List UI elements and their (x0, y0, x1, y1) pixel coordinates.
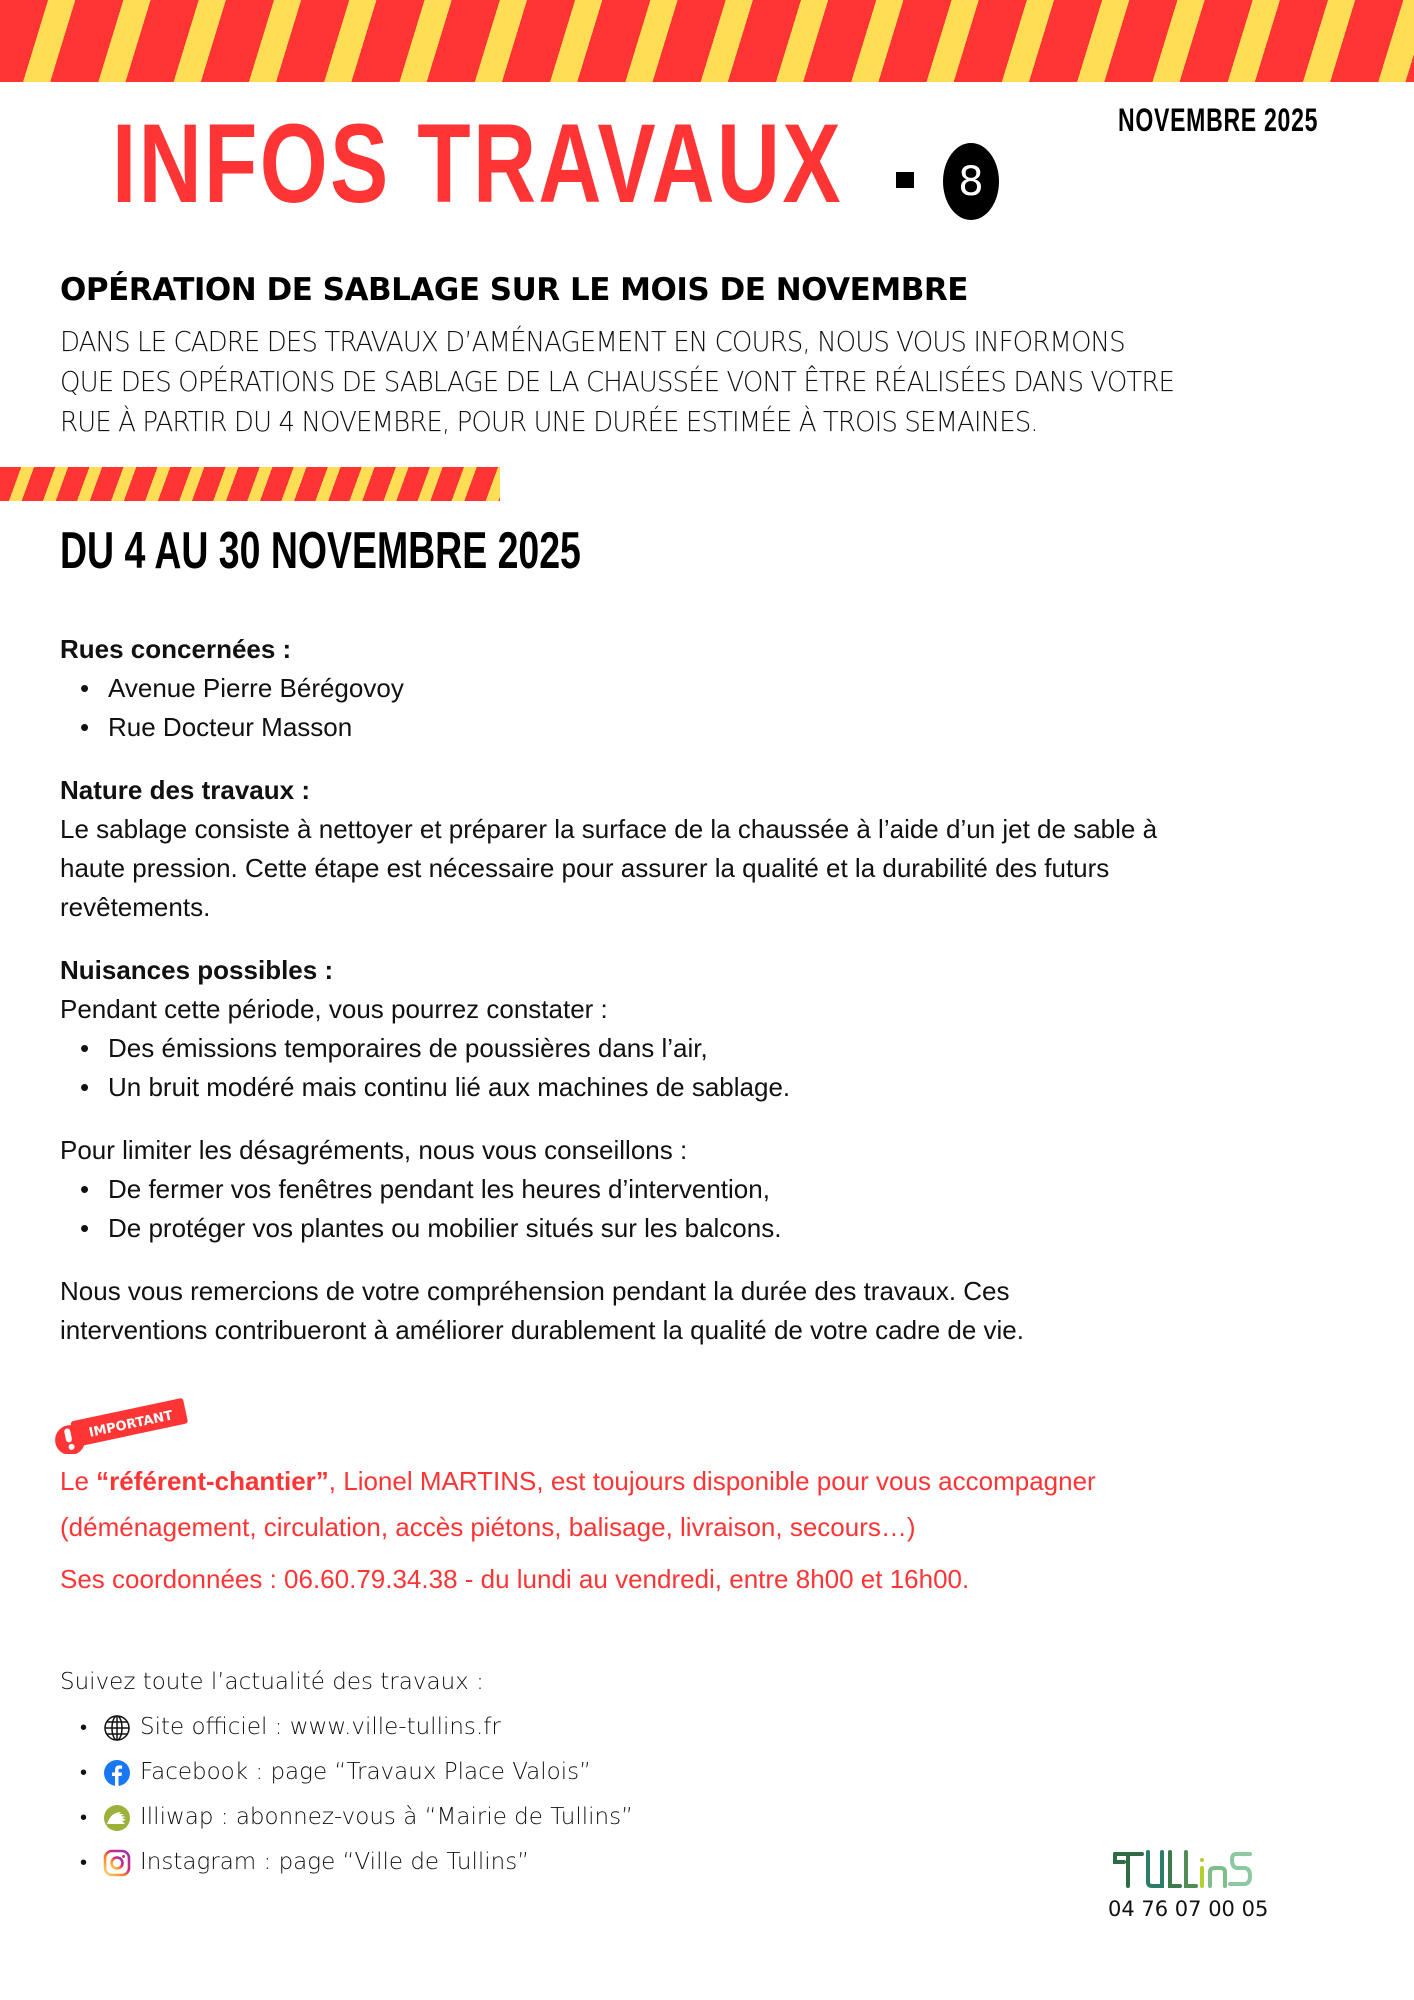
link-text: Illiwap : abonnez-vous à “Mairie de Tullins” (140, 1804, 634, 1830)
streets-heading: Rues concernées : (60, 634, 292, 664)
referent-notice (60, 1458, 1360, 1602)
link-text: Facebook : page “Travaux Place Valois” (140, 1759, 591, 1785)
globe-icon (102, 1713, 132, 1743)
referent-rest: , Lionel MARTINS, est toujours disponible pour vous accompagner (328, 1466, 1096, 1496)
link-website[interactable] (80, 1705, 960, 1750)
follow-section (60, 1660, 960, 1885)
intro-line: RUE À PARTIR DU 4 NOVEMBRE, POUR UNE DURÉE ESTIMÉE À TROIS SEMAINES. (60, 405, 1038, 438)
caution-stripes-banner (0, 0, 1414, 82)
follow-links (60, 1705, 960, 1885)
intro-paragraph (60, 322, 1306, 442)
follow-intro: Suivez toute l’actualité des travaux : (60, 1669, 484, 1695)
facebook-icon (102, 1758, 132, 1788)
nuisances-intro: Pendant cette période, vous pourrez constater : (60, 994, 608, 1024)
link-facebook[interactable] (80, 1750, 960, 1795)
section-heading: OPÉRATION DE SABLAGE SUR LE MOIS DE NOVEMBRE (60, 272, 968, 308)
referent-role: “référent-chantier” (96, 1466, 329, 1496)
list-item: • Avenue Pierre Bérégovoy (80, 669, 1360, 708)
period-heading: DU 4 AU 30 NOVEMBRE 2025 (60, 522, 581, 580)
intro-line: DANS LE CADRE DES TRAVAUX D’AMÉNAGEMENT EN COURS, NOUS VOUS INFORMONS (60, 325, 1125, 358)
link-text: Instagram : page “Ville de Tullins” (140, 1849, 530, 1875)
link-text: Site officiel : www.ville-tullins.fr (140, 1714, 501, 1740)
link-instagram[interactable] (80, 1840, 960, 1885)
nature-line: haute pression. Cette étape est nécessaire pour assurer la qualité et la durabilité des futurs (60, 853, 1110, 883)
list-item: • Un bruit modéré mais continu lié aux machines de sablage. (80, 1068, 1360, 1107)
nature-line: revêtements. (60, 892, 211, 922)
nature-section (60, 771, 1360, 927)
list-item: • Rue Docteur Masson (80, 708, 1360, 747)
advice-list (60, 1170, 1360, 1248)
list-item: • Des émissions temporaires de poussières dans l’air, (80, 1029, 1360, 1068)
intro-line: QUE DES OPÉRATIONS DE SABLAGE DE LA CHAUSSÉE VONT ÊTRE RÉALISÉES DANS VOTRE (60, 365, 1175, 398)
title-dash (896, 172, 914, 188)
footer-phone: 04 76 07 00 05 (1108, 1897, 1269, 1921)
caution-stripes-divider (0, 467, 500, 501)
list-item: • De protéger vos plantes ou mobilier situés sur les balcons. (80, 1209, 1360, 1248)
issue-date: NOVEMBRE 2025 (1118, 102, 1319, 138)
bullet: • (80, 1715, 88, 1739)
main-content (60, 630, 1360, 1374)
referent-line-1 (60, 1458, 1360, 1504)
tullins-logo (1112, 1848, 1252, 1890)
bullet: • (80, 1760, 88, 1784)
advice-section (60, 1131, 1360, 1248)
important-tag (42, 1396, 192, 1454)
link-illiwap[interactable] (80, 1795, 960, 1840)
nature-line: Le sablage consiste à nettoyer et préparer la surface de la chaussée à l’aide d’un jet de sable à (60, 814, 1158, 844)
illiwap-icon (102, 1803, 132, 1833)
bullet: • (80, 1850, 88, 1874)
nuisances-list (60, 1029, 1360, 1107)
thanks-line: interventions contribueront à améliorer durablement la qualité de votre cadre de vie. (60, 1315, 1024, 1345)
nature-heading: Nature des travaux : (60, 775, 310, 805)
instagram-icon (102, 1848, 132, 1878)
referent-prefix: Le (60, 1466, 97, 1496)
referent-contact: Ses coordonnées : 06.60.79.34.38 - du lundi au vendredi, entre 8h00 et 16h00. (60, 1564, 970, 1594)
thanks-section (60, 1272, 1360, 1350)
issue-number-badge: 8 (943, 143, 999, 220)
nuisances-section (60, 951, 1360, 1107)
list-item: • De fermer vos fenêtres pendant les heures d’intervention, (80, 1170, 1360, 1209)
thanks-line: Nous vous remercions de votre compréhension pendant la durée des travaux. Ces (60, 1276, 1010, 1306)
important-tag-label: IMPORTANT (87, 1408, 175, 1441)
bullet: • (80, 1805, 88, 1829)
advice-intro: Pour limiter les désagréments, nous vous conseillons : (60, 1135, 688, 1165)
page-title: INFOS TRAVAUX (112, 101, 843, 226)
nuisances-heading: Nuisances possibles : (60, 955, 334, 985)
referent-line-2: (déménagement, circulation, accès piétons, balisage, livraison, secours…) (60, 1512, 916, 1542)
streets-section (60, 630, 1360, 747)
streets-list (60, 669, 1360, 747)
